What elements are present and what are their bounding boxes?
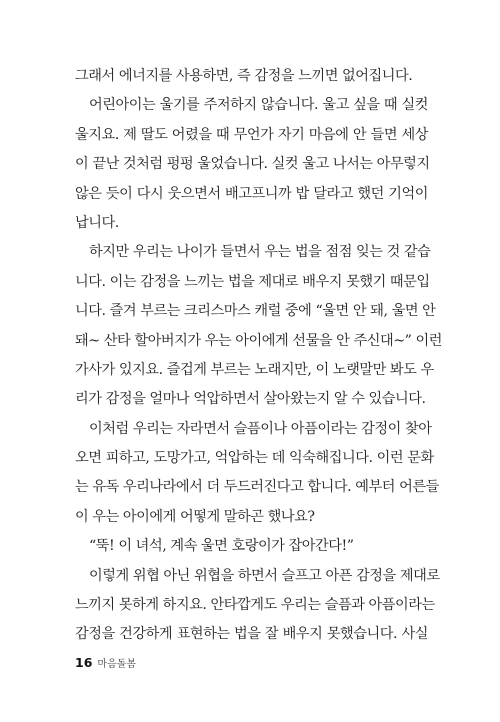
text-line: 감정을 건강하게 표현하는 법을 잘 배우지 못했습니다. 사실 — [75, 626, 428, 643]
text-line: 않은 듯이 다시 웃으면서 배고프니까 밥 달라고 했던 기억이 — [75, 185, 428, 202]
text-line: 하지만 우리는 나이가 들면서 우는 법을 점점 잊는 것 같습 — [89, 244, 431, 261]
text-line: 이 끝난 것처럼 펑펑 울었습니다. 실컷 울고 나서는 아무렇지 — [75, 156, 430, 173]
page-number: 16 — [75, 655, 93, 670]
text-line: 이렇게 위협 아닌 위협을 하면서 슬프고 아픈 감정을 제대로 — [89, 567, 440, 584]
text-line: “뚝! 이 녀석, 계속 울면 호랑이가 잡아간다!” — [89, 538, 354, 555]
text-line: 는 유독 우리나라에서 더 두드러진다고 합니다. 예부터 어른들 — [75, 479, 439, 496]
body-text — [75, 62, 443, 650]
text-line: 리가 감정을 얼마나 억압하면서 살아왔는지 알 수 있습니다. — [75, 391, 426, 408]
text-line: 납니다. — [75, 214, 119, 231]
text-line: 니다. 즐겨 부르는 크리스마스 캐럴 중에 “울면 안 돼, 울면 안 — [75, 303, 436, 320]
text-line: 오면 피하고, 도망가고, 억압하는 데 익숙해집니다. 이런 문화 — [75, 450, 434, 467]
page-footer — [75, 652, 136, 672]
text-line: 가사가 있지요. 즐겁게 부르는 노래지만, 이 노랫말만 봐도 우 — [75, 361, 434, 378]
text-line: 돼~ 산타 할아버지가 우는 아이에게 선물을 안 주신대~” 이런 — [75, 332, 443, 349]
text-line: 어린아이는 울기를 주저하지 않습니다. 울고 싶을 때 실컷 — [89, 97, 428, 114]
text-line: 니다. 이는 감정을 느끼는 법을 제대로 배우지 못했기 때문입 — [75, 273, 430, 290]
text-line: 느끼지 못하게 하지요. 안타깝게도 우리는 슬픔과 아픔이라는 — [75, 597, 435, 614]
running-title: 마음돌봄 — [97, 659, 137, 670]
text-line: 이 우는 아이에게 어떻게 말하곤 했나요? — [75, 508, 315, 525]
text-line: 울지요. 제 딸도 어렸을 때 무언가 자기 마음에 안 들면 세상 — [75, 126, 428, 143]
text-line: 그래서 에너지를 사용하면, 즉 감정을 느끼면 없어집니다. — [75, 68, 413, 84]
text-line: 이처럼 우리는 자라면서 슬픔이나 아픔이라는 감정이 찾아 — [89, 420, 432, 437]
